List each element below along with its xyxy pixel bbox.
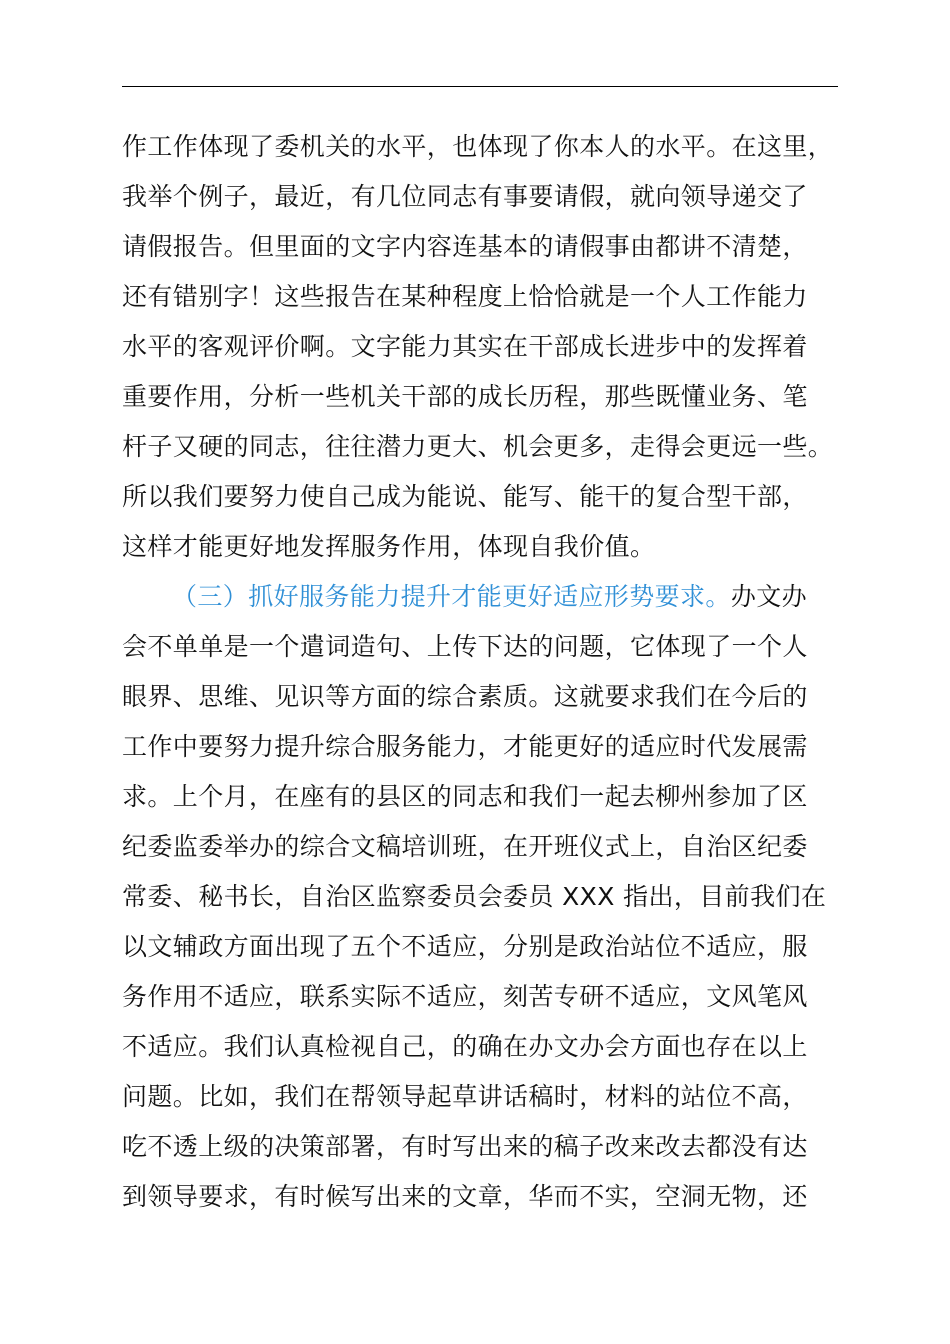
body-text xyxy=(122,122,862,1222)
paragraph-line: 以文辅政方面出现了五个不适应，分别是政治站位不适应，服 xyxy=(122,932,808,961)
section-heading: （三）抓好服务能力提升才能更好适应形势要求。 xyxy=(172,582,731,611)
paragraph-line: 常委、秘书长，自治区监察委员会委员 XXX 指出，目前我们在 xyxy=(122,882,827,911)
section-heading-line xyxy=(122,572,862,622)
paragraph-line: 所以我们要努力使自己成为能说、能写、能干的复合型干部， xyxy=(122,482,808,511)
paragraph-line: 请假报告。但里面的文字内容连基本的请假事由都讲不清楚， xyxy=(122,232,808,261)
paragraph-line: 到领导要求，有时候写出来的文章，华而不实，空洞无物，还 xyxy=(122,1182,808,1211)
paragraph-line: 这样才能更好地发挥服务作用，体现自我价值。 xyxy=(122,532,656,561)
paragraph-line: 工作中要努力提升综合服务能力，才能更好的适应时代发展需 xyxy=(122,732,808,761)
paragraph-line: 作工作体现了委机关的水平，也体现了你本人的水平。在这里， xyxy=(122,132,834,161)
paragraph-line: 重要作用，分析一些机关干部的成长历程，那些既懂业务、笔 xyxy=(122,382,808,411)
paragraph-line: 不适应。我们认真检视自己，的确在办文办会方面也存在以上 xyxy=(122,1032,808,1061)
paragraph-line: 务作用不适应，联系实际不适应，刻苦专研不适应，文风笔风 xyxy=(122,982,808,1011)
paragraph-line: 水平的客观评价啊。文字能力其实在干部成长进步中的发挥着 xyxy=(122,332,808,361)
paragraph-line: 求。上个月，在座有的县区的同志和我们一起去柳州参加了区 xyxy=(122,782,808,811)
paragraph-line: 杆子又硬的同志，往往潜力更大、机会更多，走得会更远一些。 xyxy=(122,432,834,461)
paragraph-line: 吃不透上级的决策部署，有时写出来的稿子改来改去都没有达 xyxy=(122,1132,808,1161)
paragraph-line: 眼界、思维、见识等方面的综合素质。这就要求我们在今后的 xyxy=(122,682,808,711)
paragraph-line: 会不单单是一个遣词造句、上传下达的问题，它体现了一个人 xyxy=(122,632,808,661)
paragraph-line: 问题。比如，我们在帮领导起草讲话稿时，材料的站位不高， xyxy=(122,1082,808,1111)
paragraph-line: 还有错别字！这些报告在某种程度上恰恰就是一个人工作能力 xyxy=(122,282,808,311)
header-rule xyxy=(122,86,838,87)
section-heading-continuation: 办文办 xyxy=(730,582,808,611)
paragraph-line: 我举个例子，最近，有几位同志有事要请假，就向领导递交了 xyxy=(122,182,808,211)
paragraph-line: 纪委监委举办的综合文稿培训班，在开班仪式上，自治区纪委 xyxy=(122,832,808,861)
